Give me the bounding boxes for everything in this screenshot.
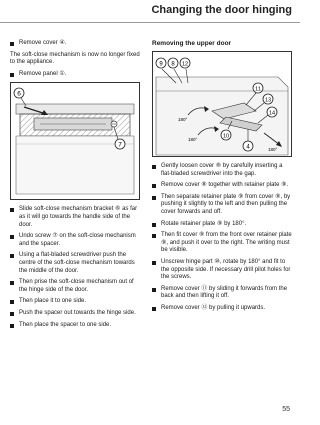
instruction-text: Then place it to one side.: [19, 298, 87, 305]
page-number: 55: [282, 406, 290, 413]
bullet-icon: [152, 184, 156, 188]
callout-label: 7: [118, 141, 122, 149]
bullet-icon: [152, 165, 156, 169]
page-header: [0, 0, 300, 23]
bullet-icon: [10, 208, 14, 212]
bullet-icon: [152, 223, 156, 227]
callout-label: 11: [255, 86, 261, 93]
instruction-text: Undo screw ⑦ on the soft-close mechanism and the spacer.: [19, 233, 136, 247]
instruction-item: [152, 182, 292, 190]
instruction-item: [152, 305, 292, 313]
rotation-label: 180°: [178, 117, 188, 122]
instruction-item: [10, 40, 142, 48]
callout-label: 8: [171, 61, 175, 68]
bullet-icon: [10, 324, 14, 328]
rotation-label: 180°: [188, 137, 198, 142]
instruction-text: Then place the spacer to one side.: [19, 321, 112, 328]
bullet-icon: [152, 234, 156, 238]
instruction-text: Push the spacer out towards the hinge side.: [19, 309, 136, 316]
bullet-icon: [10, 300, 14, 304]
page-title: Changing the door hinging: [151, 4, 292, 16]
paragraph: The soft-close mechanism is now no longer fixed to the appliance.: [10, 51, 140, 66]
instruction-item: [152, 232, 292, 255]
callout-label: 6: [17, 90, 21, 98]
bullet-icon: [152, 288, 156, 292]
bullet-icon: [152, 196, 156, 200]
instruction-item: [10, 279, 142, 294]
right-column: [152, 40, 292, 317]
instruction-text: Then separate retainer plate ⑨ from cover ⑧, by pushing it slightly to the left and then pulling the cover forwards and off.: [161, 193, 291, 215]
instruction-text: Rotate retainer plate ⑨ by 180°.: [161, 220, 247, 227]
instruction-item: [10, 71, 142, 79]
instruction-text: Gently loosen cover ⑧ by carefully inserting a flat-bladed screwdriver into the gap.: [161, 163, 283, 177]
instruction-item: [10, 322, 142, 330]
instruction-item: [152, 194, 292, 217]
upper-door-illustration: [152, 51, 292, 157]
bullet-icon: [10, 281, 14, 285]
bullet-icon: [152, 307, 156, 311]
bullet-icon: [10, 73, 14, 77]
bullet-icon: [10, 42, 14, 46]
left-column: [10, 40, 142, 333]
bullet-icon: [10, 254, 14, 258]
instruction-item: [152, 163, 292, 178]
callout-label: 14: [268, 110, 276, 117]
instruction-text: Then fit cover ⑧ from the front over retainer plate ⑨, and push it over to the right. The writing must be visible.: [161, 232, 292, 254]
bullet-icon: [152, 261, 156, 265]
instruction-item: [152, 286, 292, 301]
instruction-item: [10, 298, 142, 306]
instruction-item: [10, 310, 142, 318]
callout-label: 12: [181, 61, 189, 68]
callout-label: 4: [246, 144, 250, 151]
instruction-item: [10, 206, 142, 229]
instruction-text: Unscrew hinge part ⑩, rotate by 180° and fit to the opposite side. If necessary drill pilot holes for the screws.: [161, 258, 291, 281]
instruction-text: Remove cover ⑫ by pulling it upwards.: [161, 304, 266, 311]
instruction-item: [152, 259, 292, 282]
bullet-icon: [10, 235, 14, 239]
instruction-text: Slide soft-close mechanism bracket ⑥ as far as it will go towards the handle side of the door.: [19, 206, 138, 228]
instruction-item: [152, 221, 292, 229]
instruction-text: Remove cover ⑧ together with retainer plate ⑨.: [161, 182, 289, 189]
callout-label: 13: [264, 97, 272, 104]
rotation-label: 180°: [268, 147, 278, 152]
callout-label: 10: [222, 133, 230, 140]
instruction-item: [10, 233, 142, 248]
section-heading: Removing the upper door: [152, 40, 232, 47]
instruction-item: [10, 252, 142, 275]
soft-close-illustration: [10, 82, 142, 200]
callout-label: 9: [159, 61, 163, 68]
instruction-text: Then prise the soft-close mechanism out of the hinge side of the door.: [19, 279, 134, 293]
instruction-text: Remove cover ⑪ by sliding it forwards from the back and then lifting it off.: [161, 285, 288, 300]
bullet-icon: [10, 312, 14, 316]
instruction-text: Remove cover ④.: [19, 40, 67, 46]
instruction-text: Using a flat-bladed screwdriver push the centre of the soft-close mechanism towards the middle of the door.: [19, 252, 135, 274]
instruction-text: Remove panel ①.: [19, 70, 67, 77]
